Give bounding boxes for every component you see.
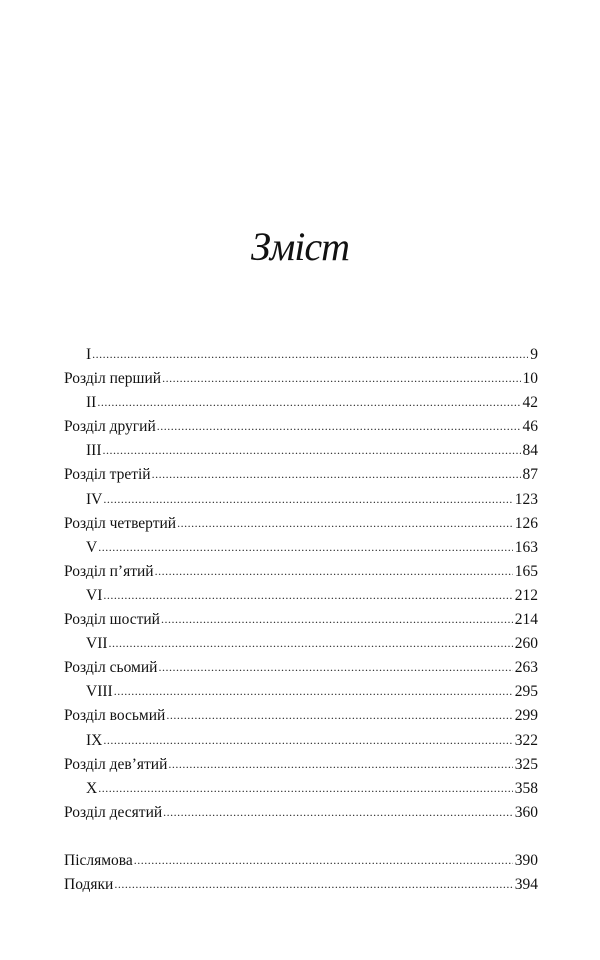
page-title: Зміст xyxy=(250,223,350,269)
dot-leader xyxy=(152,462,521,486)
toc-entry-page: 163 xyxy=(514,538,538,556)
dot-leader xyxy=(98,776,513,800)
dot-leader xyxy=(103,487,512,511)
dot-leader xyxy=(98,535,513,559)
toc-appendix xyxy=(64,849,538,897)
toc-entry-chapter-6[interactable] xyxy=(64,608,538,632)
toc-entry-label: II xyxy=(86,394,97,412)
toc-entry-part-7[interactable] xyxy=(64,632,538,656)
toc-entry-page: 295 xyxy=(514,683,538,701)
toc-entry-page: 123 xyxy=(514,490,538,508)
toc-entry-page: 126 xyxy=(514,514,538,532)
dot-leader xyxy=(162,366,520,390)
toc-entry-page: 214 xyxy=(514,611,538,629)
toc-entry-label: VI xyxy=(86,586,103,604)
toc-entry-chapter-8[interactable] xyxy=(64,704,538,728)
dot-leader xyxy=(114,679,513,703)
dot-leader xyxy=(103,438,521,462)
toc-entry-chapter-7[interactable] xyxy=(64,656,538,680)
toc-entry-part-5[interactable] xyxy=(64,536,538,560)
dot-leader xyxy=(157,414,521,438)
toc-entry-acknowledgements[interactable] xyxy=(64,873,538,897)
toc-entry-chapter-2[interactable] xyxy=(64,415,538,439)
dot-leader xyxy=(177,511,513,535)
toc-entry-label: Розділ другий xyxy=(64,418,156,436)
toc-chapters xyxy=(64,343,538,825)
toc-entry-chapter-4[interactable] xyxy=(64,512,538,536)
toc-entry-chapter-3[interactable] xyxy=(64,463,538,487)
toc-entry-chapter-10[interactable] xyxy=(64,801,538,825)
toc-entry-page: 325 xyxy=(514,755,538,773)
toc-entry-chapter-5[interactable] xyxy=(64,560,538,584)
toc-entry-label: Розділ шостий xyxy=(64,611,160,629)
dot-leader xyxy=(161,607,513,631)
toc-entry-label: Розділ десятий xyxy=(64,803,163,821)
toc-entry-label: VIII xyxy=(86,683,113,701)
toc-entry-chapter-1[interactable] xyxy=(64,367,538,391)
toc-entry-label: Післямова xyxy=(64,851,133,869)
toc-entry-page: 390 xyxy=(514,851,538,869)
toc-entry-page: 46 xyxy=(522,418,538,436)
dot-leader xyxy=(168,752,512,776)
toc-entry-page: 87 xyxy=(522,466,538,484)
toc-entry-label: Розділ восьмий xyxy=(64,707,166,725)
toc-entry-label: Подяки xyxy=(64,875,114,893)
dot-leader xyxy=(163,800,513,824)
toc-entry-label: Розділ четвертий xyxy=(64,514,177,532)
toc-entry-afterword[interactable] xyxy=(64,849,538,873)
toc-entry-part-3[interactable] xyxy=(64,439,538,463)
toc-entry-page: 260 xyxy=(514,635,538,653)
toc-entry-page: 358 xyxy=(514,779,538,797)
toc-entry-label: Розділ дев’ятий xyxy=(64,755,168,773)
toc-entry-page: 322 xyxy=(514,731,538,749)
toc-entry-label: X xyxy=(86,779,98,797)
toc-entry-label: III xyxy=(86,442,102,460)
dot-leader xyxy=(114,872,512,896)
toc-entry-part-10[interactable] xyxy=(64,777,538,801)
dot-leader xyxy=(134,848,513,872)
toc-entry-page: 165 xyxy=(514,562,538,580)
dot-leader xyxy=(166,703,512,727)
toc-entry-page: 360 xyxy=(514,803,538,821)
table-of-contents xyxy=(64,343,538,897)
toc-entry-part-4[interactable] xyxy=(64,488,538,512)
toc-entry-label: Розділ третій xyxy=(64,466,151,484)
toc-entry-part-9[interactable] xyxy=(64,729,538,753)
toc-entry-page: 394 xyxy=(514,875,538,893)
toc-entry-part-1[interactable] xyxy=(64,343,538,367)
dot-leader xyxy=(158,655,512,679)
toc-entry-label: I xyxy=(86,346,92,363)
toc-entry-page: 9 xyxy=(530,346,538,363)
toc-entry-label: V xyxy=(86,538,98,556)
toc-entry-label: Розділ сьомий xyxy=(64,659,158,677)
dot-leader xyxy=(97,390,520,414)
dot-leader xyxy=(103,728,512,752)
toc-entry-label: Розділ п’ятий xyxy=(64,562,154,580)
toc-entry-part-8[interactable] xyxy=(64,680,538,704)
toc-entry-label: VII xyxy=(86,635,108,653)
dot-leader xyxy=(103,583,512,607)
toc-entry-page: 84 xyxy=(522,442,538,460)
toc-entry-label: Розділ перший xyxy=(64,370,162,388)
toc-entry-label: IV xyxy=(86,490,103,508)
toc-entry-page: 10 xyxy=(522,370,538,388)
toc-entry-label: IX xyxy=(86,731,103,749)
dot-leader xyxy=(155,559,513,583)
toc-entry-part-2[interactable] xyxy=(64,391,538,415)
toc-entry-part-6[interactable] xyxy=(64,584,538,608)
toc-entry-page: 263 xyxy=(514,659,538,677)
toc-entry-page: 212 xyxy=(514,586,538,604)
toc-entry-page: 42 xyxy=(522,394,538,412)
toc-entry-page: 299 xyxy=(514,707,538,725)
toc-entry-chapter-9[interactable] xyxy=(64,753,538,777)
dot-leader xyxy=(92,342,528,366)
dot-leader xyxy=(109,631,513,655)
